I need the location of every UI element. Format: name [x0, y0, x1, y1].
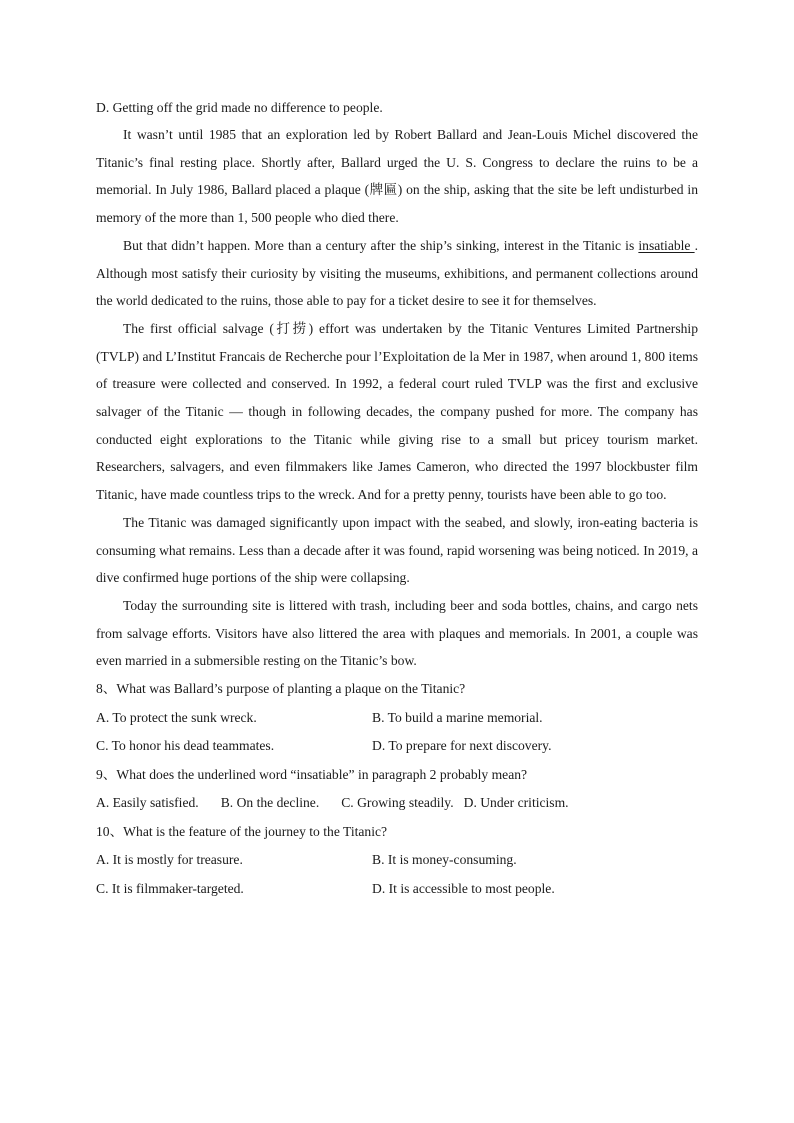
question-10-option-c[interactable]: C. It is filmmaker-targeted. [96, 880, 244, 896]
question-9-options [96, 789, 698, 818]
paragraph-2 [96, 232, 698, 315]
question-8 [96, 675, 698, 761]
question-8-option-a[interactable]: A. To protect the sunk wreck. [96, 709, 257, 725]
question-8-options [96, 704, 698, 761]
question-9 [96, 761, 698, 818]
question-10-stem: 10、What is the feature of the journey to the Titanic? [96, 823, 388, 839]
paragraph-2-start: But that didn’t happen. More than a century after the ship’s sinking, interest in the Titanic is [123, 237, 639, 253]
question-10-option-a[interactable]: A. It is mostly for treasure. [96, 852, 243, 868]
paragraph-5: Today the surrounding site is littered with trash, including beer and soda bottles, chains, and cargo nets from salvage efforts. Visitors have also littered the area with plaques and memorials. In 2001, a couple was even married in a submersible resting on the Titanic’s bow. [96, 597, 698, 669]
underlined-word-insatiable: insatiable [638, 237, 695, 253]
question-9-stem: 9、What does the underlined word “insatiable” in paragraph 2 probably mean? [96, 766, 528, 782]
question-8-option-d[interactable]: D. To prepare for next discovery. [372, 738, 552, 754]
question-10 [96, 818, 698, 904]
question-10-options [96, 846, 698, 903]
paragraph-1: It wasn’t until 1985 that an exploration led by Robert Ballard and Jean-Louis Michel discovered the Titanic’s final resting place. Shortly after, Ballard urged the U. S. Congress to declare the ruins to be a memorial. In July 1986, Ballard placed a plaque (牌匾) on the ship, asking that the site be left undisturbed in memory of the more than 1, 500 people who died there. [96, 127, 698, 226]
paragraph-2-end: . Although most satisfy their curiosity by visiting the museums, exhibitions, and permanent collections around the world dedicated to the ruins, those able to pay for a ticket desire to see it for themselves. [96, 237, 698, 309]
question-9-option-c[interactable]: C. Growing steadily. [341, 795, 454, 811]
paragraph-4: The Titanic was damaged significantly upon impact with the seabed, and slowly, iron-eating bacteria is consuming what remains. Less than a decade after it was found, rapid worsening was being noticed. In 2019, a dive confirmed huge portions of the ship were collapsing. [96, 514, 698, 586]
question-8-option-b[interactable]: B. To build a marine memorial. [372, 709, 543, 725]
question-10-option-d[interactable]: D. It is accessible to most people. [372, 880, 555, 896]
question-8-stem: 8、What was Ballard’s purpose of planting a plaque on the Titanic? [96, 681, 466, 697]
question-9-option-a[interactable]: A. Easily satisfied. [96, 795, 199, 811]
document-page [96, 94, 698, 903]
question-9-option-d[interactable]: D. Under criticism. [463, 795, 569, 811]
question-10-option-b[interactable]: B. It is money-consuming. [372, 852, 517, 868]
paragraph-3: The first official salvage (打捞) effort was undertaken by the Titanic Ventures Limited Partnership (TVLP) and L’Institut Francais de Recherche pour l’Exploitation de la Mer in 1987, when around 1, 800 items of treasure were collected and conserved. In 1992, a federal court ruled TVLP was the first and exclusive salvager of the Titanic — though in following decades, the company pushed for more. The company has conducted eight explorations to the Titanic while giving rise to a small but pricey tourism market. Researchers, salvagers, and even filmmakers like James Cameron, who directed the 1997 blockbuster film Titanic, have made countless trips to the wreck. And for a pretty penny, tourists have been able to go too. [96, 320, 698, 503]
previous-question-option-d: D. Getting off the grid made no difference to people. [96, 100, 383, 115]
question-8-option-c[interactable]: C. To honor his dead teammates. [96, 738, 275, 754]
question-9-option-b[interactable]: B. On the decline. [220, 795, 320, 811]
